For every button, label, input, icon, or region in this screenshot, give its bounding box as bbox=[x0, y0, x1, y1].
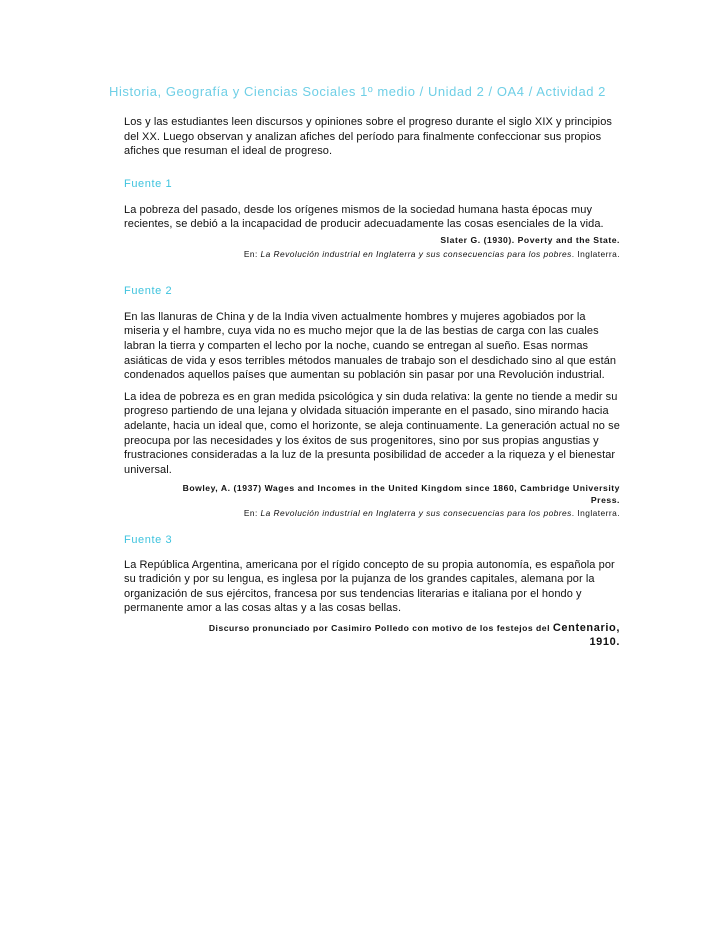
fuente-1-source-title: La Revolución industrial en Inglaterra y sus consecuencias para los pobres bbox=[260, 249, 572, 260]
fuente-3-citation-main: Discurso pronunciado por Casimiro Polledo con motivo de los festejos del bbox=[208, 622, 553, 633]
fuente-3-heading: Fuente 3 bbox=[124, 533, 173, 546]
activity-content bbox=[124, 115, 620, 649]
fuente-1-source-prefix: En: bbox=[243, 249, 261, 260]
fuente-2-citation: Bowley, A. (1937) Wages and Incomes in the United Kingdom since 1860, Cambridge University Press. bbox=[182, 483, 620, 505]
fuente-3-citation-year: 1910. bbox=[589, 635, 620, 648]
fuente-2-source-prefix: En: bbox=[243, 508, 261, 519]
fuente-2-source-suffix: . Inglaterra. bbox=[571, 508, 620, 519]
page-header-title: Historia, Geografía y Ciencias Sociales 1º medio / Unidad 2 / OA4 / Actividad 2 bbox=[109, 84, 606, 99]
fuente-1-source-suffix: . Inglaterra. bbox=[571, 249, 620, 260]
fuente-3-citation-comma: , bbox=[616, 621, 620, 634]
fuente-1-text: La pobreza del pasado, desde los orígenes mismos de la sociedad humana hasta épocas muy recientes, se debió a la incapacidad de producir adecuadamente las cosas esenciales de la vida. bbox=[124, 203, 604, 231]
fuente-2-source bbox=[124, 508, 620, 519]
fuente-1-source bbox=[124, 249, 620, 260]
fuente-2-heading: Fuente 2 bbox=[124, 284, 173, 297]
fuente-3-citation-centenario: Centenario bbox=[552, 621, 617, 634]
fuente-1-citation: Slater G. (1930). Poverty and the State. bbox=[440, 234, 620, 245]
fuente-3-text: La República Argentina, americana por el rígido concepto de su propia autonomía, es española por su tradición y por su lengua, es inglesa por la pujanza de los grandes capitales, alemana por la organización de sus ejércitos, francesa por sus tendencias literarias e italiana por el hondo y permanente amor a las cosas altas y a las cosas bellas. bbox=[124, 558, 615, 615]
intro-paragraph: Los y las estudiantes leen discursos y opiniones sobre el progreso durante el siglo XIX y principios del XX. Luego observan y analizan afiches del período para finalmente confeccionar sus propios afiches que resuman el ideal de progreso. bbox=[124, 116, 612, 158]
fuente-2-text-2: La idea de pobreza es en gran medida psicológica y sin duda relativa: la gente no tiende a medir su progreso partiendo de una lejana y olvidada situación imperante en el pasado, sino mirando hacia adelante, hacia un ideal que, como el horizonte, se aleja continuamente. La generación actual no se preocupa por las necesidades y los éxitos de sus progenitores, sino por sus propias angustias y frustraciones consideradas a la luz de la presunta posibilidad de acceder a la riqueza y el bienestar universal. bbox=[124, 390, 620, 476]
fuente-2-source-title: La Revolución industrial en Inglaterra y sus consecuencias para los pobres bbox=[260, 508, 572, 519]
fuente-3-citation bbox=[124, 621, 620, 649]
fuente-2-text-1: En las llanuras de China y de la India viven actualmente hombres y mujeres agobiados por la miseria y el hambre, cuya vida no es mucho mejor que la de las bestias de carga con las cuales labran la tierra y comparten el lecho por la noche, cuando se entregan al sueño. Esas normas asiáticas de vida y esos terribles métodos manuales de trabajo son el desdichado sino al que están condenados aquellos países que aumentan su población sin pasar por una Revolución industrial. bbox=[124, 310, 617, 382]
fuente-1-heading: Fuente 1 bbox=[124, 177, 173, 190]
